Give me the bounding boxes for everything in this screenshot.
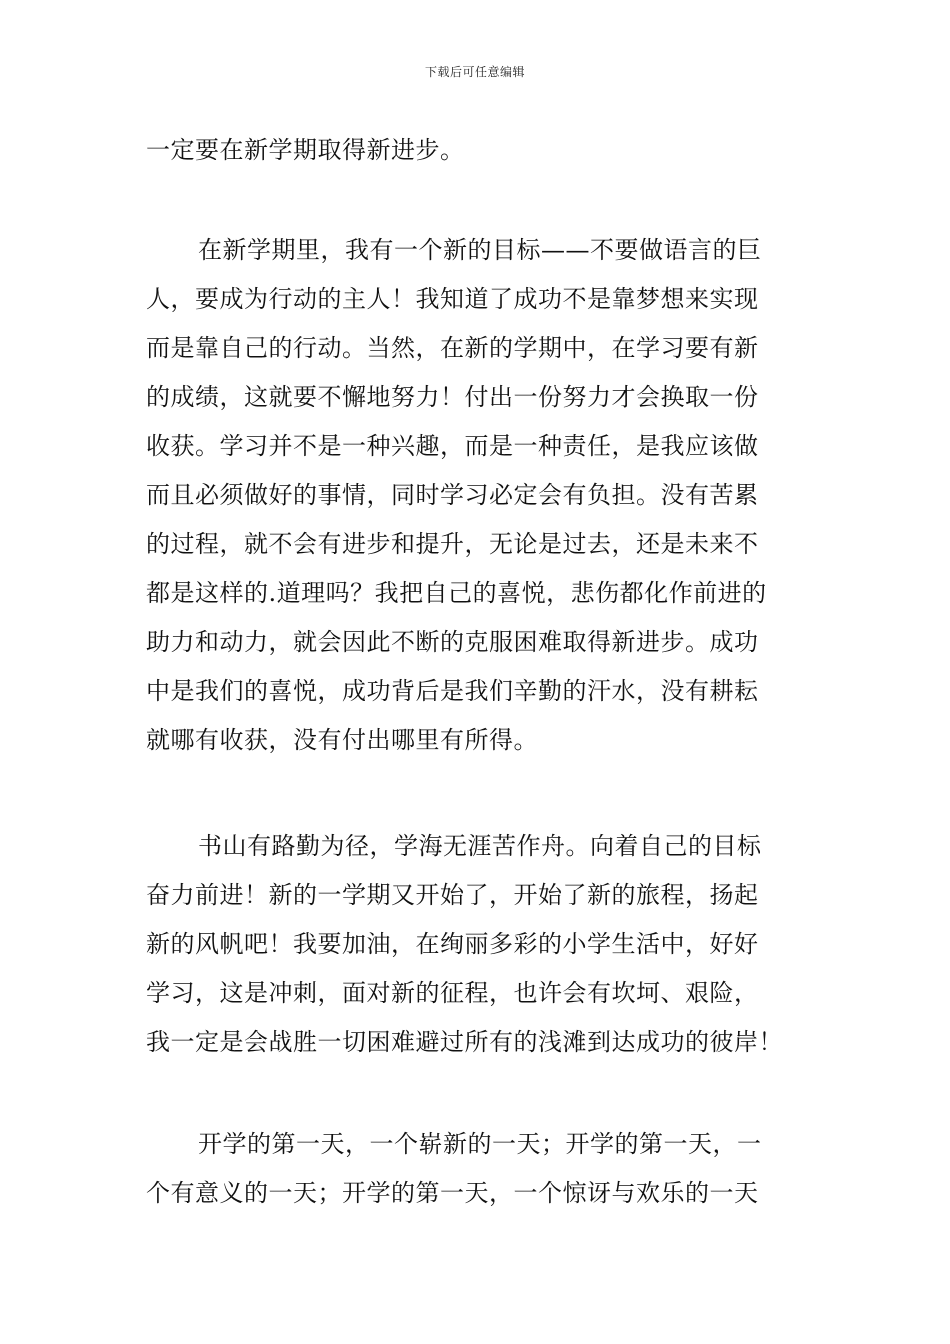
text-line: 人，要成为行动的主人！我知道了成功不是靠梦想来实现 <box>146 285 759 313</box>
text-line: 都是这样的.道理吗？我把自己的喜悦，悲伤都化作前进的 <box>146 579 767 607</box>
text-line: 中是我们的喜悦，成功背后是我们辛勤的汗水，没有耕耘 <box>146 677 759 705</box>
text-line: 而且必须做好的事情，同时学习必定会有负担。没有苦累 <box>146 481 759 509</box>
page-header: 下载后可任意编辑 <box>424 65 525 79</box>
paragraph-continuation <box>146 126 806 175</box>
text-line: 书山有路勤为径，学海无涯苦作舟。向着自己的目标 <box>198 832 762 860</box>
text-line: 奋力前进！新的一学期又开始了，开始了新的旅程，扬起 <box>146 881 759 909</box>
text-line: 收获。学习并不是一种兴趣，而是一种责任，是我应该做 <box>146 432 759 460</box>
text-line: 新的风帆吧！我要加油，在绚丽多彩的小学生活中，好好 <box>146 930 759 958</box>
text-line: 我一定是会战胜一切困难避过所有的浅滩到达成功的彼岸！ <box>146 1028 783 1056</box>
paragraph-new-goal <box>146 226 806 765</box>
paragraph-first-day <box>146 1120 806 1218</box>
text-line: 就哪有收获，没有付出哪里有所得。 <box>146 726 538 754</box>
paragraph-study-road <box>146 822 806 1067</box>
text-line: 而是靠自己的行动。当然，在新的学期中，在学习要有新 <box>146 334 759 362</box>
text-line: 助力和动力，就会因此不断的克服困难取得新进步。成功 <box>146 628 759 656</box>
text-line: 学习，这是冲刺，面对新的征程，也许会有坎坷、艰险， <box>146 979 759 1007</box>
text-line: 开学的第一天，一个崭新的一天；开学的第一天，一 <box>198 1130 762 1158</box>
text-line: 的成绩，这就要不懈地努力！付出一份努力才会换取一份 <box>146 383 759 411</box>
text-line: 个有意义的一天；开学的第一天，一个惊讶与欢乐的一天 <box>146 1179 759 1207</box>
text-line: 一定要在新学期取得新进步。 <box>146 136 465 164</box>
text-line: 在新学期里，我有一个新的目标——不要做语言的巨 <box>198 236 762 264</box>
text-line: 的过程，就不会有进步和提升，无论是过去，还是未来不 <box>146 530 759 558</box>
